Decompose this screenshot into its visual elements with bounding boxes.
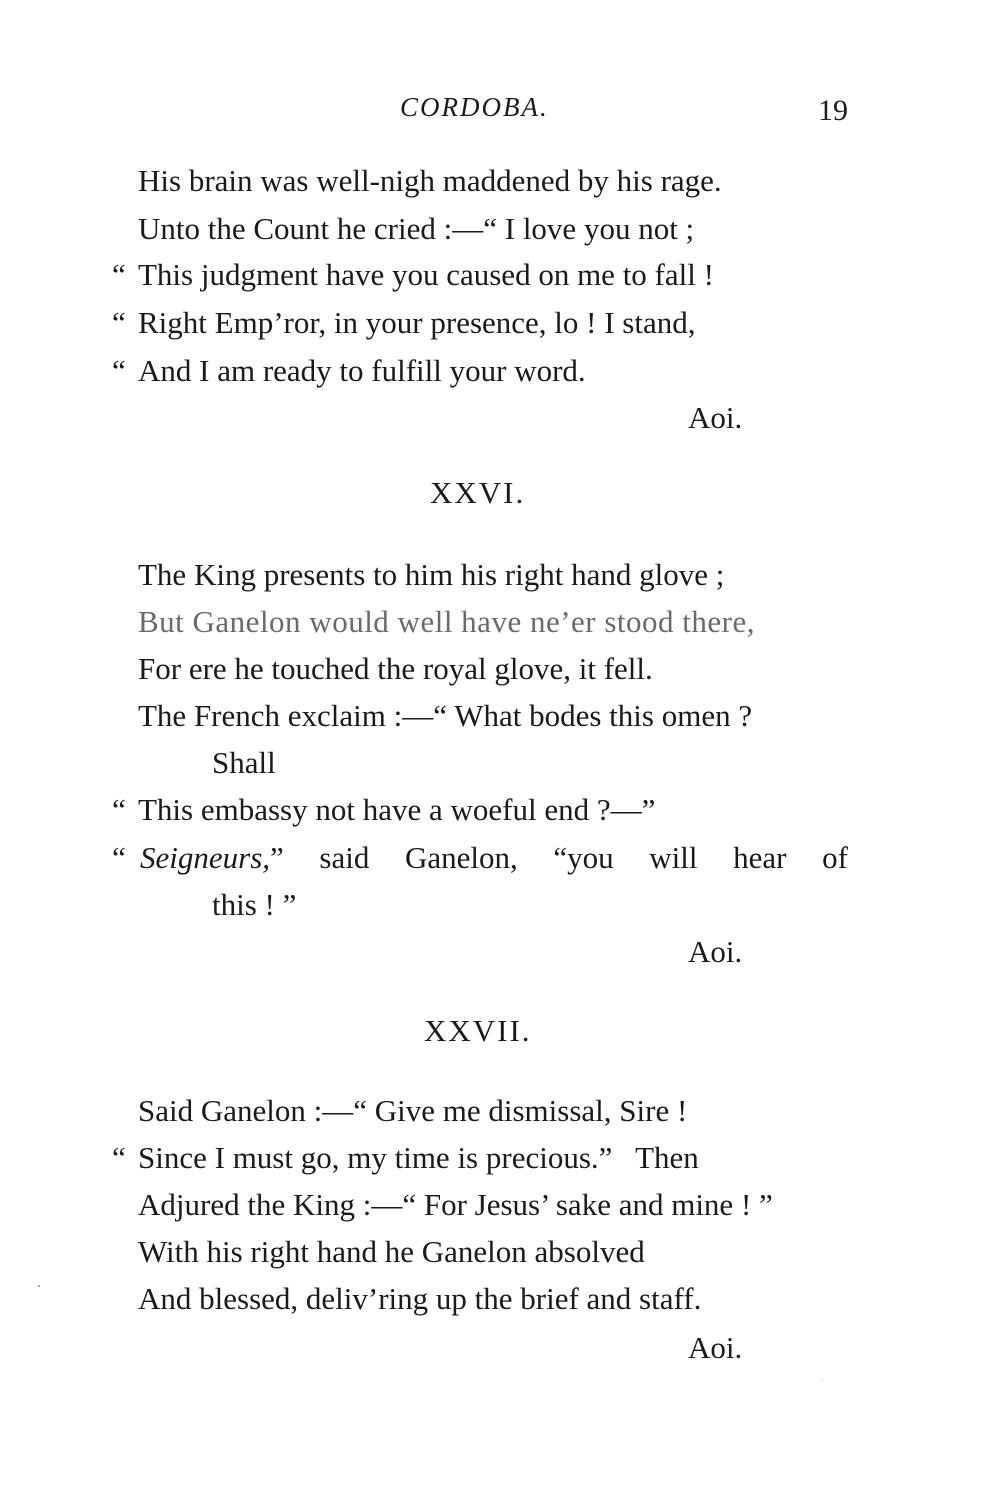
verse-line: This judgment have you caused on me to fall !: [138, 257, 714, 292]
verse-line: Adjured the King :—“ For Jesus’ sake and mine ! ”: [138, 1187, 773, 1222]
verse-line: And I am ready to fulfill your word.: [138, 353, 586, 388]
verse-line: For ere he touched the royal glove, it fell.: [138, 651, 653, 686]
verse-line: And blessed, deliv’ring up the brief and staff.: [138, 1281, 702, 1316]
italic-word: Seigneurs,: [140, 840, 271, 875]
stanza-numeral: XXVII.: [424, 1013, 532, 1048]
verse-line: With his right hand he Ganelon absolved: [138, 1234, 645, 1269]
verse-word: Ganelon,: [404, 840, 518, 875]
refrain-aoi: Aoi.: [688, 1330, 743, 1365]
verse-line: The French exclaim :—“ What bodes this omen ?: [138, 698, 753, 733]
verse-line: Said Ganelon :—“ Give me dismissal, Sire !: [138, 1093, 688, 1128]
verse-line: The King presents to him his right hand glove ;: [138, 557, 725, 592]
opening-quote-mark: “: [112, 1140, 126, 1175]
verse-line-continuation: this ! ”: [212, 887, 297, 922]
verse-line: Since I must go, my time is precious.” Then: [138, 1140, 699, 1175]
running-head: CORDOBA.: [400, 92, 549, 122]
verse-line-justified: [140, 840, 848, 876]
verse-line: His brain was well-nigh maddened by his rage.: [138, 163, 722, 198]
paper-speck: [38, 1285, 40, 1287]
verse-line: But Ganelon would well have ne’er stood there,: [138, 604, 755, 639]
closing-quote-mark: ”: [270, 840, 284, 875]
page-number: 19: [818, 94, 848, 127]
verse-word: hear: [733, 840, 787, 875]
verse-line: This embassy not have a woeful end ?—”: [138, 792, 656, 827]
opening-quote-mark: “: [112, 353, 126, 388]
opening-quote-mark: “: [112, 305, 126, 340]
opening-quote-mark: “: [112, 257, 126, 292]
verse-line: Right Emp’ror, in your presence, lo ! I stand,: [138, 305, 696, 340]
verse-word: will: [649, 840, 698, 875]
opening-quote-mark: “: [112, 792, 126, 827]
verse-word: of: [822, 840, 848, 875]
refrain-aoi: Aoi.: [688, 400, 743, 435]
verse-line: Unto the Count he cried :—“ I love you not ;: [138, 211, 695, 246]
refrain-aoi: Aoi.: [688, 934, 743, 969]
verse-word: said: [319, 840, 370, 875]
opening-quote-mark: “: [112, 840, 126, 875]
verse-word: “you: [553, 840, 614, 875]
paper-speck: [822, 1380, 823, 1381]
stanza-numeral: XXVI.: [430, 475, 526, 510]
page-header: [0, 92, 1000, 132]
verse-line-continuation: Shall: [212, 745, 276, 780]
verse-word-group: [140, 840, 284, 876]
